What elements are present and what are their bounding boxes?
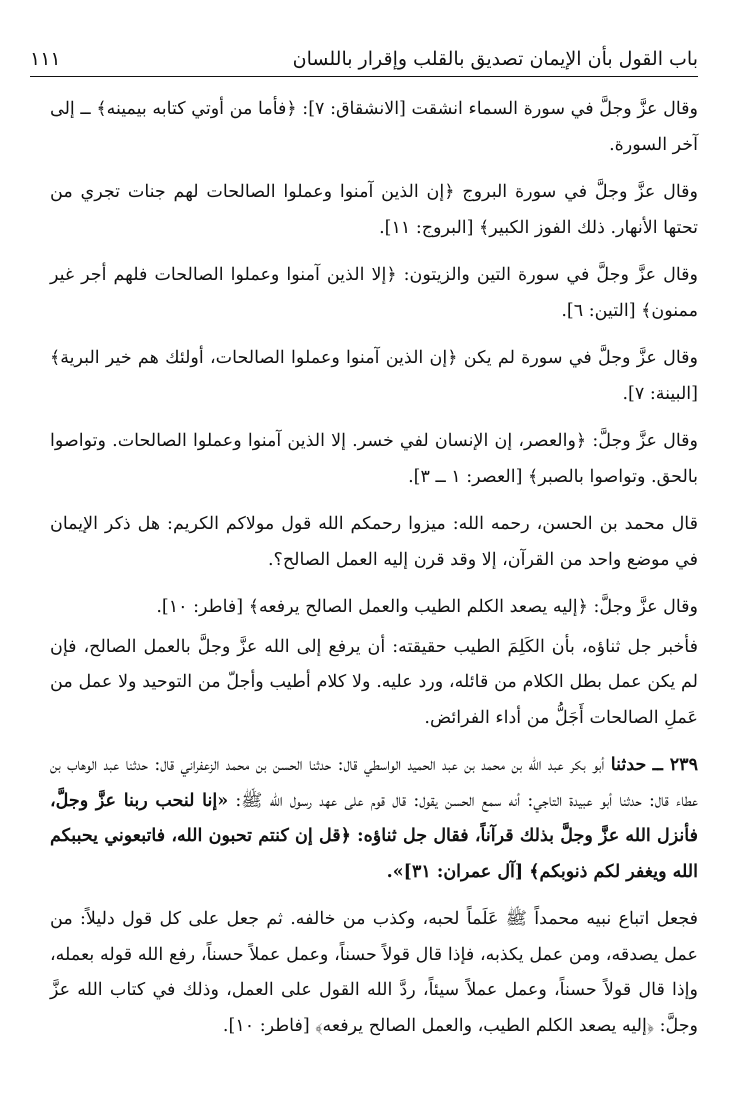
paragraph: وقال عزَّ وجلَّ في سورة لم يكن ﴿إن الذين آمنوا وعملوا الصالحات، أولئك هم خير البرية﴾ [البينة: ٧].: [50, 348, 698, 404]
hadith-lead: حدثنا: [610, 755, 647, 775]
chapter-title: باب القول بأن الإيمان تصديق بالقلب وإقرار باللسان: [292, 48, 698, 70]
paragraph: قال محمد بن الحسن، رحمه الله: ميزوا رحمكم الله قول مولاكم الكريم: هل ذكر الإيمان في موضع واحد من القرآن، إلا وقد قرن إليه العمل الصالح؟.: [50, 514, 698, 570]
paragraph: وقال عزَّ وجلَّ في سورة البروج ﴿إن الذين آمنوا وعملوا الصالحات لهم جنات تجري من تحتها الأنهار. ذلك الفوز الكبير﴾ [البروج: ١١].: [50, 182, 698, 238]
hadith-paragraph: [50, 748, 698, 890]
hadith-chain: أبو بكر عبد الله بن محمد بن عبد الحميد الواسطي قال: حدثنا الحسن بن محمد الزعفراني قال: حدثنا عبد الوهاب بن عطاء قال: حدثنا أبو عبيدة التاجي: أنه سمع الحسن يقول: قال قوم على عهد رسول الله ﷺ:: [50, 755, 698, 811]
hadith-text: «إنا لنحب ربنا عزَّ وجلَّ، فأنزل الله عزَّ وجلَّ بذلك قرآناً، فقال جل ثناؤه: ﴿قل إن كنتم تحبون الله، فاتبعوني يحببكم الله ويغفر لكم ذنوبكم﴾ [آل عمران: ٣١]».: [50, 790, 698, 882]
paragraph: وقال عزَّ وجلَّ في سورة التين والزيتون: ﴿إلا الذين آمنوا وعملوا الصالحات فلهم أجر غير ممنون﴾ [التين: ٦].: [50, 265, 698, 321]
page-body: [50, 92, 698, 1056]
hadith-number: ٢٣٩ ــ: [652, 755, 698, 775]
paragraph: فأخبر جل ثناؤه، بأن الكَلِمَ الطيب حقيقته: أن يرفع إلى الله عزَّ وجلَّ بالعمل الصالح، فإن لم يكن عمل بطل الكلام من قائله، ورد عليه. ولا كلام أطيب وأجلّ من التوحيد ولا عمل من عَملِ الصالحات أَجَلُّ من أداء الفرائض.: [50, 636, 698, 728]
paragraph: وقال عزَّ وجلَّ: ﴿والعصر، إن الإنسان لفي خسر. إلا الذين آمنوا وعملوا الصالحات. وتواصوا بالحق. وتواصوا بالصبر﴾ [العصر: ١ ــ ٣].: [50, 431, 698, 487]
page-number: ١١١: [30, 48, 61, 70]
paragraph: وقال عزَّ وجلَّ: ﴿إليه يصعد الكلم الطيب والعمل الصالح يرفعه﴾ [فاطر: ١٠].: [156, 597, 698, 617]
paragraph: فجعل اتباع نبيه محمداً ﷺ عَلَماً لحبه، وكذب من خالفه. ثم جعل على كل قول دليلاً: من عمل يصدقه، ومن عمل يكذبه، فإذا قال قولاً حسناً، وعمل عملاً حسناً، رفع الله قوله بعمله، وإذا قال قولاً حسناً، وعمل عملاً سيئاً، ردَّ الله القول على العمل، وذلك في كتاب الله عزَّ وجلَّ: ﴿إليه يصعد الكلم الطيب، والعمل الصالح يرفعه﴾ [فاطر: ١٠].: [50, 909, 698, 1036]
page-header: [30, 36, 698, 77]
paragraph: وقال عزَّ وجلَّ في سورة السماء انشقت [الانشقاق: ٧]: ﴿فأما من أوتي كتابه بيمينه﴾ ــ إلى آخر السورة.: [50, 99, 698, 155]
